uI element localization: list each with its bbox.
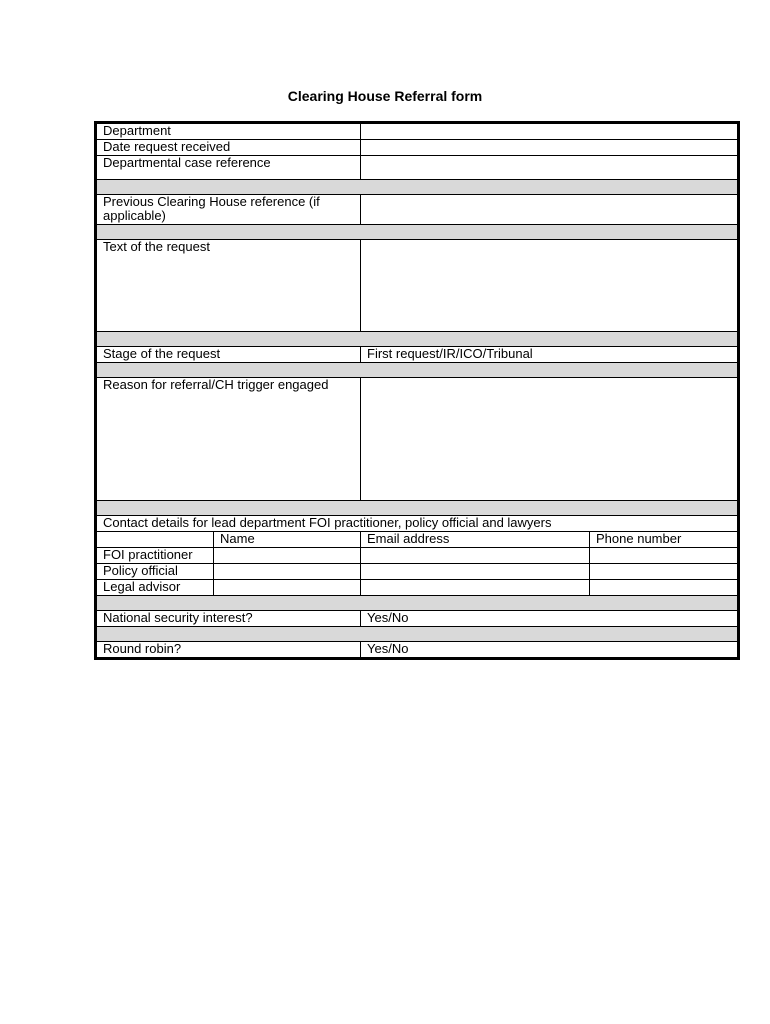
row-contact-header (96, 516, 739, 532)
label-date-received: Date request received (96, 140, 361, 156)
row-contact-columns (96, 532, 739, 548)
label-foi-practitioner: FOI practitioner (96, 548, 214, 564)
row-round-robin (96, 642, 739, 659)
label-round-robin: Round robin? (96, 642, 361, 659)
field-case-reference[interactable] (361, 156, 739, 180)
row-policy-official (96, 564, 739, 580)
field-previous-reference[interactable] (361, 195, 739, 225)
contact-header: Contact details for lead department FOI practitioner, policy official and lawyers (96, 516, 739, 532)
field-request-text[interactable] (361, 240, 739, 332)
field-foi-email[interactable] (361, 548, 590, 564)
row-foi-practitioner (96, 548, 739, 564)
label-legal-advisor: Legal advisor (96, 580, 214, 596)
label-reason: Reason for referral/CH trigger engaged (96, 378, 361, 501)
separator-row (96, 627, 739, 642)
row-request-text (96, 240, 739, 332)
field-policy-name[interactable] (214, 564, 361, 580)
separator-row (96, 180, 739, 195)
row-case-reference (96, 156, 739, 180)
separator-row (96, 501, 739, 516)
label-national-security: National security interest? (96, 611, 361, 627)
row-department (96, 123, 739, 140)
label-policy-official: Policy official (96, 564, 214, 580)
separator-row (96, 332, 739, 347)
field-foi-name[interactable] (214, 548, 361, 564)
row-stage (96, 347, 739, 363)
field-legal-email[interactable] (361, 580, 590, 596)
form-title: Clearing House Referral form (287, 88, 483, 104)
label-previous-reference: Previous Clearing House reference (if applicable) (96, 195, 361, 225)
field-department[interactable] (361, 123, 739, 140)
row-date-received (96, 140, 739, 156)
col-phone-header: Phone number (590, 532, 739, 548)
label-stage: Stage of the request (96, 347, 361, 363)
field-national-security[interactable]: Yes/No (361, 611, 739, 627)
separator-row (96, 225, 739, 240)
field-policy-email[interactable] (361, 564, 590, 580)
field-round-robin[interactable]: Yes/No (361, 642, 739, 659)
referral-form-table (94, 121, 740, 660)
contact-corner-cell (96, 532, 214, 548)
label-department: Department (96, 123, 361, 140)
row-national-security (96, 611, 739, 627)
field-date-received[interactable] (361, 140, 739, 156)
separator-row (96, 596, 739, 611)
field-policy-phone[interactable] (590, 564, 739, 580)
col-email-header: Email address (361, 532, 590, 548)
field-foi-phone[interactable] (590, 548, 739, 564)
separator-row (96, 363, 739, 378)
field-legal-phone[interactable] (590, 580, 739, 596)
row-previous-reference (96, 195, 739, 225)
field-stage[interactable]: First request/IR/ICO/Tribunal (361, 347, 739, 363)
row-reason (96, 378, 739, 501)
label-request-text: Text of the request (96, 240, 361, 332)
field-legal-name[interactable] (214, 580, 361, 596)
col-name-header: Name (214, 532, 361, 548)
field-reason[interactable] (361, 378, 739, 501)
row-legal-advisor (96, 580, 739, 596)
label-case-reference: Departmental case reference (96, 156, 361, 180)
